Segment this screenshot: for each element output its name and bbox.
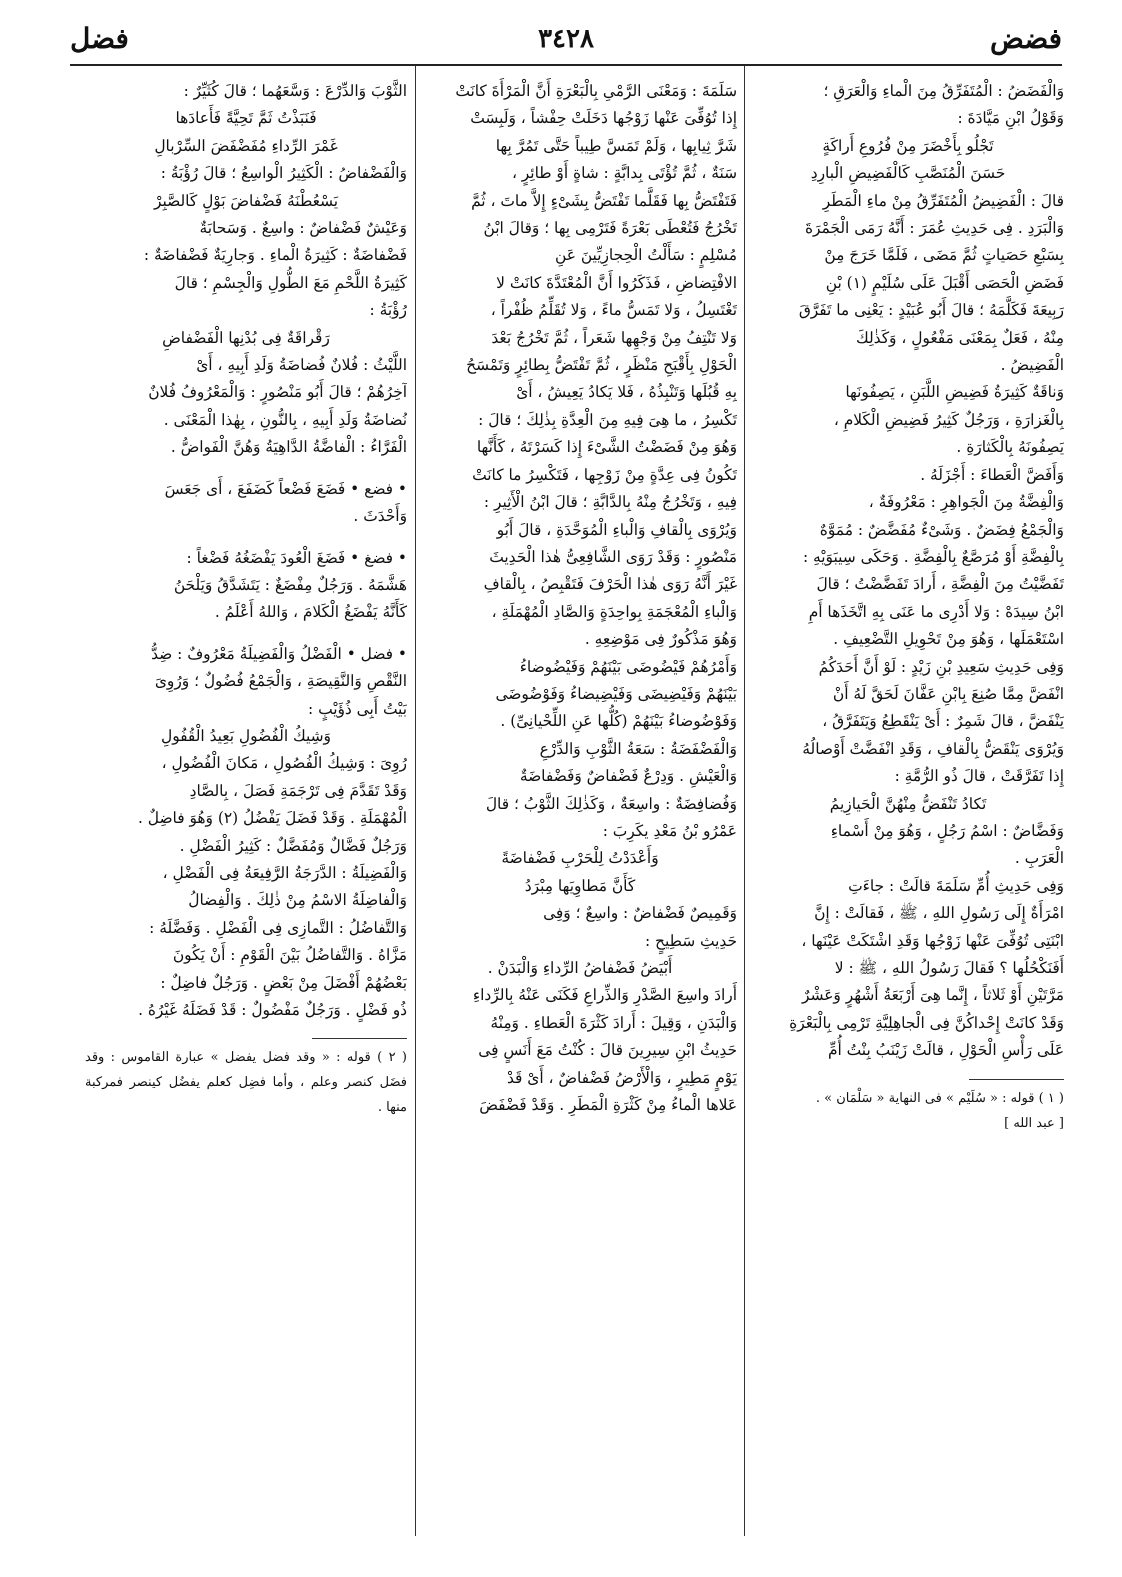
text-line: الْحَوْلِ بِأَقْبَحِ مَنْظَرٍ ، ثُمَّ تَفْتَضُّ بِطائِرٍ وَتَمْسَحُ (466, 356, 737, 375)
text-line: وَالْفَضِيلَةُ : الدَّرَجَةُ الرَّفِيعَةُ فِى الْفَضْلِ ، (162, 863, 407, 882)
text-line: عَمْرُو بْنُ مَعْدِ يكَرِبَ : (602, 821, 737, 840)
text-line: أَرادَ واسِعَ الصَّدْرِ وَالذِّراعِ فَكَنَى عَنْهُ بِالرِّداءِ (472, 986, 737, 1005)
text-line: وَالْبَدَنِ ، وَقِيلَ : أَرادَ كَثْرَةَ الْعَطاءِ . وَمِنْهُ (490, 1013, 737, 1032)
text-line: انْفَضَّ مِمَّا صُنِعَ بِابْنِ عَفَّانَ لَحَقَّ لَهُ أَنْ (832, 684, 1064, 703)
text-line: بَيْتُ أَبِى ذُؤَيْبٍ : (308, 699, 407, 718)
text-line: مَرَّتَيْنِ أَوْ ثَلاثاً ، إِنَّما هِىَ أَرْبَعَةُ أَشْهُرٍ وَعَشْرٌ (802, 986, 1064, 1005)
text-line: وَالْفِضَّةُ مِنَ الْجَواهِرِ : مَعْرُوفَةٌ ، (868, 493, 1064, 512)
text-line: مِنْهُ ، فَعَلٌ بِمَعْنَى مَفْعُولٍ ، وَكَذٰلِكَ (855, 328, 1064, 347)
text-line: وَالْبَرَدِ . فِى حَدِيثِ عُمَرَ : أَنَّهُ رَمَى الْجَمْرَةَ (804, 219, 1064, 238)
text-line: سَنَةٌ ، ثُمَّ تُؤْتَى بِدابَّةٍ : شاةٍ أَوْ طائِرٍ ، (511, 164, 737, 183)
text-line: حَدِيثُ ابْنِ سِيرِينَ قالَ : كُنْتُ مَعَ أَنَسٍ فِى (478, 1041, 737, 1060)
text-line: بِسَبْعِ حَصَياتٍ ثُمَّ مَضَى ، فَلَمَّا خَرَجَ مِنْ (824, 246, 1064, 265)
text-line: امْرَأَةٌ إِلَى رَسُولِ اللهِ ، ﷺ ، فَقالَتْ : إِنَّ (814, 904, 1064, 923)
text-line: وَفِى حَدِيثِ أُمِّ سَلَمَةَ قالَتْ : جاءَتِ (848, 876, 1064, 895)
header-root-word: فضض (990, 22, 1062, 55)
text-line: تَكْسِرُ ، ما هِىَ فِيهِ مِنَ الْعِدَّةِ بِذٰلِكَ ؛ قالَ : (478, 410, 737, 429)
column-divider-right (744, 66, 745, 1536)
text-line: حَسَنَ الْمُنَصَّبِ كَالْفَضِيضِ الْبارِدِ (810, 164, 1006, 183)
text-line: مَنْصُورٍ : وَقَدْ رَوَى الشَّافِعِىُّ هٰذا الْحَدِيثَ (489, 547, 737, 566)
text-line: وَيُرْوَى يَنْقَضُّ بِالْقافِ ، وَقَدِ انْفَضَّتْ أَوْصالُهُ (802, 739, 1064, 758)
text-line: وَالْفَضَضُ : الْمُتَفَرِّقُ مِنَ الْماءِ وَالْعَرَقِ ؛ (823, 82, 1064, 100)
text-line: حَدِيثِ سَطِيحٍ : (644, 931, 737, 950)
text-line: ابْنُ سِيدَهْ : وَلا أَدْرِى ما عَنَى بِهِ اتَّخَذَها أَمِ (808, 602, 1064, 621)
column-right-text (752, 78, 1064, 1065)
text-line: فَضَضِ الْحَصَى أَقْبَلَ عَلَى سُلَيْمٍ (١) بْنِ (825, 273, 1064, 292)
text-line: رَبِيعَةَ فَكَلَّمَهُ ؛ قالَ أَبُو عُبَيْدٍ : يَعْنِى ما تَفَرَّقَ (798, 301, 1064, 320)
text-line: وَأَحْدَثَ . (353, 507, 407, 526)
text-line: هَشَّمَهُ . وَرَجُلٌ مِفْضَغٌ : يَتَشَدَّقُ وَيَلْحَنُ (173, 575, 407, 594)
text-line: أَبْيَضُ فَضْفاضُ الرِّداءِ وَالْبَدَنْ . (487, 959, 673, 977)
text-line: أَفَنَكْحُلُها ؟ فَقالَ رَسُولُ اللهِ ، ﷺ : لا (834, 959, 1064, 977)
text-line: وَأَمْرُهُمْ فَيْضُوضَى بَيْنَهُمْ وَفَيْضُوضاءُ (519, 657, 737, 676)
text-line: وَفَضَّاضٌ : اسْمُ رَجُلٍ ، وَهُوَ مِنْ أَسْماءِ (830, 821, 1064, 840)
text-line: وَأَفَضَّ الْعَطاءَ : أَجْزَلَهُ . (920, 465, 1064, 484)
text-line: وَرَجُلٌ فَضَّالٌ وَمُفَضَّلٌ : كَثِيرُ الْفَضْلِ . (179, 836, 407, 855)
text-line: يَسْعُطْنَهُ فَضْفاضَ بَوْلٍ كَالصَّبِرْ (153, 191, 339, 210)
text-line: بَعْضُهُمْ أَفْضَلَ مِنْ بَعْضٍ . وَرَجُلٌ فاضِلٌ : (160, 973, 407, 992)
text-line: عَلَى رَأْسِ الْحَوْلِ ، قالَتْ زَيْنَبُ بِنْتُ أُمِّ (827, 1041, 1064, 1060)
text-line: غَيْرَ أَنَّهُ رَوَى هٰذا الْحَرْفَ فَتَقْبِصُ ، بِالْقافِ (483, 575, 737, 594)
text-line: وَشِيكُ الْفُضُولِ بَعِيدُ الْقُفُولِ (161, 726, 331, 745)
text-line: بِالْفِضَّةِ أَوْ مُرَصَّعٌ بِالْفِضَّةِ . وَحَكَى سِيبَوَيْهِ : (802, 547, 1064, 566)
text-line: النَّقْصِ وَالنَّقِيصَةِ ، وَالْجَمْعُ فُضُولٌ ؛ وَرُوِىَ (154, 672, 407, 691)
text-line: آخِرُهُمْ ؛ قالَ أَبُو مَنْصُورٍ : وَالْمَعْرُوفُ فُلانٌ (148, 383, 407, 402)
text-line: نُضاضَةُ وَلَدِ أَبِيهِ ، بِالنُّونِ ، بِهٰذا الْمَعْنَى . (163, 410, 407, 429)
text-line: وَقَمِيصٌ فَضْفاضٌ : واسِعٌ ؛ وَفِى (543, 904, 737, 923)
text-line: بَيْنَهُمْ وَفَيْضِيضَى وَفَيْضِيضاءُ وَفَوْضُوضَى (495, 684, 737, 703)
text-line: وَفَوْضُوضاءُ بَيْنَهُمْ (كُلُّها عَنِ اللِّحْيانِىِّ) . (500, 712, 737, 731)
text-line: فَنَبَذْتُ ثَمَّ تَحِيَّةً فَأَعادَها (175, 109, 317, 128)
text-line: • فضل • الْفَضْلُ وَالْفَضِيلَةُ مَعْرُوفٌ : ضِدُّ (151, 644, 407, 663)
text-line: فَضْفاضَةٌ : كَثِيرَةُ الْماءِ . وَجارِيَةٌ فَضْفاضَةٌ : (143, 246, 407, 265)
text-line: الْعَرَبِ . (1014, 849, 1064, 868)
text-line: وَالْباءِ الْمُعْجَمَةِ بِواحِدَةٍ وَالصَّادِ الْمُهْمَلَةِ ، (491, 602, 737, 621)
text-line: اسْتَعْمَلَها ، وَهُوَ مِنْ تَحْوِيلِ التَّضْعِيفِ . (833, 630, 1064, 649)
text-line: رُؤْبَةُ : (369, 301, 407, 320)
text-line: وَناقَةٌ كَثِيرَةُ فَضِيضِ اللَّبَنِ ، يَصِفُونَها (845, 383, 1064, 402)
column-middle-text (423, 78, 737, 1119)
text-line: اللَّيْثُ : فُلانٌ فُضاضَةُ وَلَدِ أَبِيهِ ، أَىْ (196, 356, 407, 375)
page-header (70, 22, 1062, 66)
text-line: الْفَضِيضُ . (1000, 356, 1064, 375)
footnote-2: ( ٢ ) قوله : « وقد فضل يفضل » عبارة القاموس : وقد فضَل كنصر وعلم ، وأما فضِل كعلم يفضُل كينصر فمركبة منها . (85, 1050, 407, 1116)
column-left-text (85, 78, 407, 1024)
text-line: تَجْلُو بِأَخْضَرَ مِنْ فُرُوعِ أَراكَةٍ (822, 136, 994, 155)
column-right (752, 78, 1064, 1558)
text-line: قالَ : الْفَضِيضُ الْمُتَفَرِّقُ مِنْ ماءِ الْمَطَرِ (822, 191, 1064, 210)
column-divider-left (415, 66, 416, 1536)
footnote-rule (969, 1079, 1064, 1080)
text-line: مَزَّاهُ . وَالتَّفاضُلُ بَيْنَ الْقَوْمِ : أَنْ يَكُونَ (172, 946, 407, 965)
text-line: فَتَفْتَضُّ بِها فَقَلَّما تَفْتَضُّ بِشَىْءٍ إِلاَّ ماتَ ، ثُمَّ (471, 191, 737, 210)
footnote-1: ( ١ ) قوله : « سُلَيْم » فى النهاية « سَلْمَان » . (815, 1090, 1064, 1106)
text-line: تَفَضَّيْتُ مِنَ الْفِضَّةِ ، أَرادَ تَفَضَّضْتُ ؛ قالَ (816, 575, 1064, 594)
text-line: وَلا تَنْتِفُ مِنْ وَجْهِها شَعَراً ، ثُمَّ تَخْرُجُ بَعْدَ (491, 328, 737, 347)
text-line: الثَّوْبَ وَالدِّرْعَ : وَسَّعَهُما ؛ قالَ كُثَيِّرٌ : (183, 82, 407, 100)
text-line: فِيهِ ، وَتَخْرُجُ مِنْهُ بِالدَّابَّةِ ؛ قالَ ابْنُ الْأَثِيرِ : (483, 493, 737, 512)
column-middle (423, 78, 737, 1558)
text-line: وَهُوَ مَذْكُورٌ فِى مَوْضِعِهِ . (584, 630, 737, 649)
text-line: تَكادُ تَنْفَضُّ مِنْهُنَّ الْحَيازِيمُ (829, 794, 987, 813)
text-line: شَرَّ ثِيابِها ، وَلَمْ تَمَسَّ طِيباً حَتَّى تَمُرَّ بِها (495, 136, 737, 155)
text-line: • فضع • فَضَعَ فَضْعاً كَضَفَعَ ، أَى جَعَسَ (164, 479, 407, 498)
text-line: ذُو فَضْلٍ . وَرَجُلٌ مَفْضُولٌ : قَدْ فَضَلَهُ غَيْرُهُ . (138, 1001, 407, 1019)
text-line: تَغْتَسِلُ ، وَلا تَمَسُّ ماءً ، وَلا تُقَلِّمُ ظُفْراً ، (490, 301, 737, 320)
text-line: ابْنَتِى تُوُفِّىَ عَنْها زَوْجُها وَقَدِ اشْتَكَتْ عَيْنَها ، (801, 931, 1064, 950)
text-line: بِهِ قُبُلَها وَتَنْبِذُهُ ، فَلا يَكادُ يَعِيشُ ، أَىْ (516, 383, 737, 402)
text-line: وَعَيْشٌ فَضْفاضٌ : واسِعٌ . وَسَحابَةٌ (199, 219, 407, 238)
text-line: وَالْجَمْعُ فِضَضٌ . وَشَىْءٌ مُفَضَّضٌ : مُمَوَّهٌ (819, 520, 1064, 539)
footnote-rule (312, 1038, 407, 1039)
text-line: وَالْفَضْفاضُ : الْكَثِيرُ الْواسِعُ ؛ قالَ رُؤْبَةُ : (160, 164, 407, 183)
text-line: الْمُهْمَلَةِ . وَقَدْ فَضَلَ يَفْضُلُ (٢) وَهُوَ فاضِلٌ . (138, 809, 407, 828)
text-line: وَالْعَيْشِ . وَدِرْعٌ فَضْفاضٌ وَفَضْفاضَةٌ (519, 767, 737, 786)
text-line: وَالتَّفاضُلُ : التَّمازِى فِى الْفَضْلِ . وَفَضَّلَهُ : (149, 918, 407, 937)
text-line: تَكُونُ فِى عِدَّةٍ مِنْ زَوْجِها ، فَتَكْسِرُ ما كانَتْ (472, 465, 737, 484)
text-line: يَنْفَضَّ ، قالَ شَمِرٌ : أَىْ يَنْقَطِعُ وَيَتَفَرَّقُ ، (822, 712, 1064, 731)
text-line: كَأَنَّ مَطاوِيَها مِبْرَدُ (524, 876, 636, 895)
text-line: يَوْمٍ مَطِيرٍ ، وَالْأَرْضُ فَضْفاضٌ ، أَىْ قَدْ (506, 1068, 737, 1087)
text-line: كَثِيرَةُ اللَّحْمِ مَعَ الطُّولِ وَالْجِسْمِ ؛ قالَ (174, 273, 407, 292)
text-line: رَقْراقَةٌ فِى بُدْنِها الْفَضْفاضِ (162, 328, 330, 347)
text-line: بِالْغَزارَةِ ، وَرَجُلٌ كَثِيرُ فَضِيضِ الْكَلامِ ، (833, 410, 1064, 429)
text-line: وَقَوْلُ ابْنِ مَيَّادَةَ : (957, 109, 1064, 128)
text-line: وَالْفَضْفَضَةُ : سَعَةُ الثَّوْبِ وَالدِّرْعِ (539, 739, 737, 758)
text-line: كَأَنَّهُ يَفْضَغُ الْكَلامَ ، وَاللهُ أَعْلَمُ . (214, 603, 407, 622)
text-line: تَخْرُجُ فَتُعْطَى بَعْرَةً فَتَرْمِى بِها ؛ وَقالَ ابْنُ (483, 219, 737, 238)
header-next-root-word: فضل (70, 22, 129, 55)
text-line: رُوِىَ : وَشِيكُ الْفُصُولِ ، مَكانَ الْفُضُولِ ، (161, 754, 407, 773)
text-line: • فضغ • فَضَغَ الْعُودَ يَفْضَغُهُ فَضْغاً : (186, 548, 407, 567)
text-line: سَلَمَةَ : وَمَعْنَى الرَّمْىِ بِالْبَعْرَةِ أَنَّ الْمَرْأَةَ كانَتْ (455, 82, 737, 100)
text-line: وَقَدْ تَقَدَّمَ فِى تَرْجَمَةِ فَصَلَ ، بِالصَّادِ (189, 781, 407, 800)
text-line: وَفِى حَدِيثِ سَعِيدِ بْنِ زَيْدٍ : لَوْ أَنَّ أَحَدَكُمُ (818, 657, 1064, 676)
text-line: عَلاها الْماءُ مِنْ كَثْرَةِ الْمَطَرِ . وَقَدْ فَضْفَضَ (479, 1096, 737, 1115)
text-line: الافْتِضاضِ ، فَذَكَرُوا أَنَّ الْمُعْتَدَّةَ كانَتْ لا (496, 273, 737, 292)
text-line: يَصِفُونَهُ بِالْكَثارَةِ . (956, 438, 1064, 457)
text-line: إِذا تُوُفِّىَ عَنْها زَوْجُها دَخَلَتْ حِفْشاً ، وَلَبِسَتْ (470, 109, 737, 128)
header-rule (70, 64, 1062, 66)
text-line: وَهُوَ مِنْ فَضَضْتُ الشَّىْءَ إِذا كَسَرْتَهُ ، كَأَنَّها (476, 438, 737, 457)
text-line: وَقَدْ كانَتْ إِحْداكُنَّ فِى الْجاهِلِيَّةِ تَرْمِى بِالْبَعْرَةِ (789, 1013, 1064, 1032)
text-line: إِذا تَفَرَّقَتْ ، قالَ ذُو الرُّمَّةِ : (894, 767, 1064, 786)
column-left (85, 78, 407, 1558)
footnote-signature: [ عبد الله ] (1004, 1115, 1064, 1131)
text-line: وَيُرْوَى بِالْقافِ وَالْباءِ الْمُوَحَّدَةِ ، قالَ أَبُو (496, 520, 737, 539)
text-line: وَأَعْدَدْتُ لِلْحَرْبِ فَضْفاضَةً (501, 849, 659, 868)
text-line: غَمْرَ الرِّداءِ مُفَضْفَضَ السِّرْبالِ (154, 136, 338, 155)
text-line: وَالْفاضِلَةُ الاسْمُ مِنْ ذٰلِكَ . وَالْفِضالُ (188, 891, 407, 910)
page-number: ٣٤٢٨ (538, 24, 594, 54)
text-line: وَفُضافِضَةٌ : واسِعَةٌ ، وَكَذٰلِكَ الثَّوْبُ ؛ قالَ (485, 794, 737, 813)
text-line: مُسْلِمٍ : سَأَلْتُ الْحِجازِيِّينَ عَنِ (555, 246, 737, 265)
text-line: الْفَرَّاءُ : الْفاضَّةُ الدَّاهِيَةُ وَهُنَّ الْفَواضُّ . (170, 438, 407, 457)
